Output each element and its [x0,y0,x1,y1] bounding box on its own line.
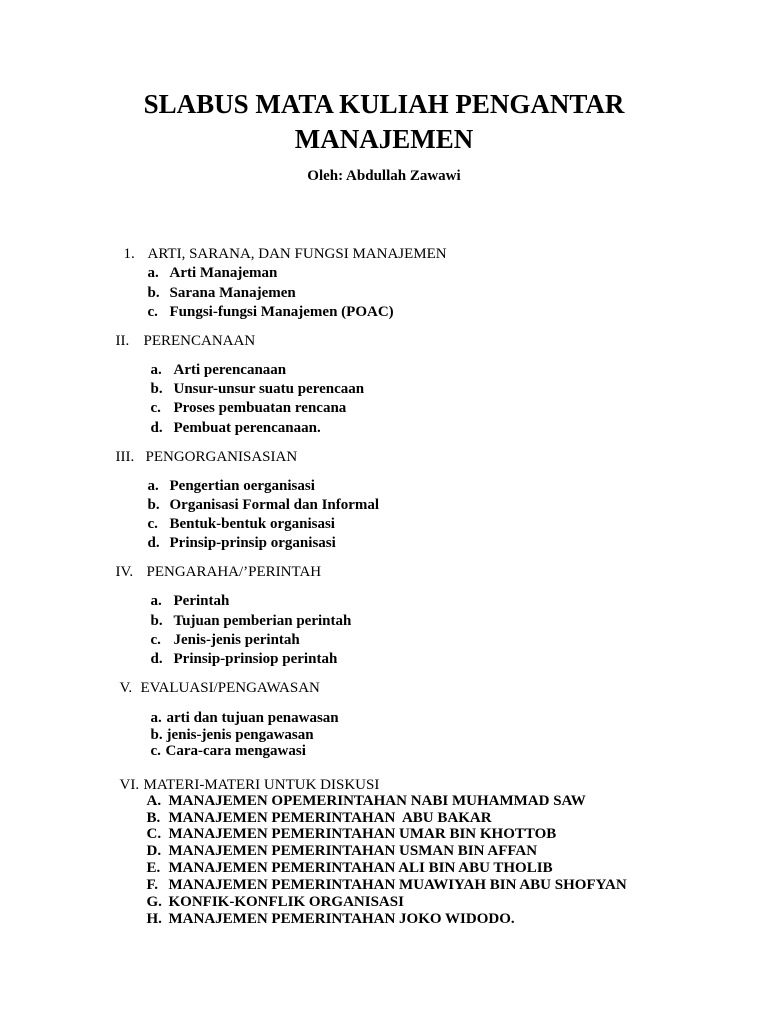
document-title-line-2: MANAJEMEN [294,124,474,154]
list-item-marker: c. [150,632,161,648]
list-item-marker: B. [146,810,161,826]
list-item-marker: d. [150,651,163,667]
list-item-text: MANAJEMEN PEMERINTAHAN ALI BIN ABU THOLIB [168,860,553,876]
list-item-text: Prinsip-prinsip organisasi [169,535,336,551]
section-title: EVALUASI/PENGAWASAN [140,680,320,696]
list-item-marker: E. [146,860,161,876]
section-title: PERENCANAAN [143,333,256,349]
list-item-marker: b. [147,497,160,513]
list-item-marker: H. [146,911,162,927]
list-item-text: MANAJEMEN PEMERINTAHAN MUAWIYAH BIN ABU SHOFYAN [168,877,627,893]
list-item [139,889,515,929]
list-item-marker: d. [150,420,163,436]
list-item-text: Arti perencanaan [173,362,287,378]
author-line: Oleh: Abdullah Zawawi [307,168,461,184]
list-item-text: MANAJEMEN PEMERINTAHAN UMAR BIN KHOTTOB [168,826,557,842]
list-item-text: Tujuan pemberian perintah [173,613,352,629]
section-number: V. [119,680,133,696]
list-item-marker: A. [146,793,162,809]
section-number: 1. [123,246,135,262]
list-item-text: Cara-cara mengawasi [165,743,306,759]
list-item-marker: a. [150,593,162,609]
list-item-marker: b. [150,381,163,397]
list-item-marker: C. [146,826,162,842]
list-item-marker: a. [150,362,162,378]
list-item-text: Arti Manajeman [169,265,278,281]
list-item-marker: a. [147,478,159,494]
section-title: MATERI-MATERI UNTUK DISKUSI [143,777,380,793]
list-item-text: Pembuat perencanaan. [173,420,321,436]
list-item-marker: c. [150,400,161,416]
list-item-text: Perintah [173,593,230,609]
list-item-marker: a. [147,265,159,281]
list-item-marker: b. [147,285,160,301]
list-item-text: Bentuk-bentuk organisasi [169,516,335,532]
list-item-marker: c. [147,304,158,320]
list-item-text: MANAJEMEN PEMERINTAHAN ABU BAKAR [168,810,492,826]
list-item-text: MANAJEMEN OPEMERINTAHAN NABI MUHAMMAD SAW [168,793,586,809]
list-item-marker: b. [150,727,163,743]
section-title: PENGARAHA/’PERINTAH [146,564,322,580]
list-item-marker: D. [146,843,162,859]
list-item-marker: F. [146,877,159,893]
list-item-text: Jenis-jenis perintah [173,632,300,648]
section-number: IV. [115,564,134,580]
document-title-line-1: SLABUS MATA KULIAH PENGANTAR [143,89,625,119]
list-item-marker: c. [147,516,158,532]
list-item-marker: a. [150,710,162,726]
list-item-text: arti dan tujuan penawasan [166,710,339,726]
list-item-text: KONFIK-KONFLIK ORGANISASI [168,894,404,910]
list-item-text: Sarana Manajemen [169,285,296,301]
list-item-marker: c. [150,743,161,759]
section-title: PENGORGANISASIAN [145,449,298,465]
list-item-text: Fungsi-fungsi Manajemen (POAC) [169,304,394,320]
list-item-text: jenis-jenis pengawasan [166,727,314,743]
list-item-text: MANAJEMEN PEMERINTAHAN USMAN BIN AFFAN [168,843,538,859]
list-item-text: Proses pembuatan rencana [173,400,347,416]
section-number: III. [115,449,135,465]
section-number: VI. [119,777,140,793]
list-item-text: Organisasi Formal dan Informal [169,497,380,513]
list-item-marker: G. [146,894,162,910]
list-item-marker: b. [150,613,163,629]
list-item-text: Pengertian oerganisasi [169,478,315,494]
section-number: II. [115,333,130,349]
list-item-text: Unsur-unsur suatu perencaan [173,381,365,397]
section-title: ARTI, SARANA, DAN FUNGSI MANAJEMEN [147,246,447,262]
list-item-text: Prinsip-prinsiop perintah [173,651,338,667]
list-item-text: MANAJEMEN PEMERINTAHAN JOKO WIDODO. [168,911,515,927]
list-item-marker: d. [147,535,160,551]
